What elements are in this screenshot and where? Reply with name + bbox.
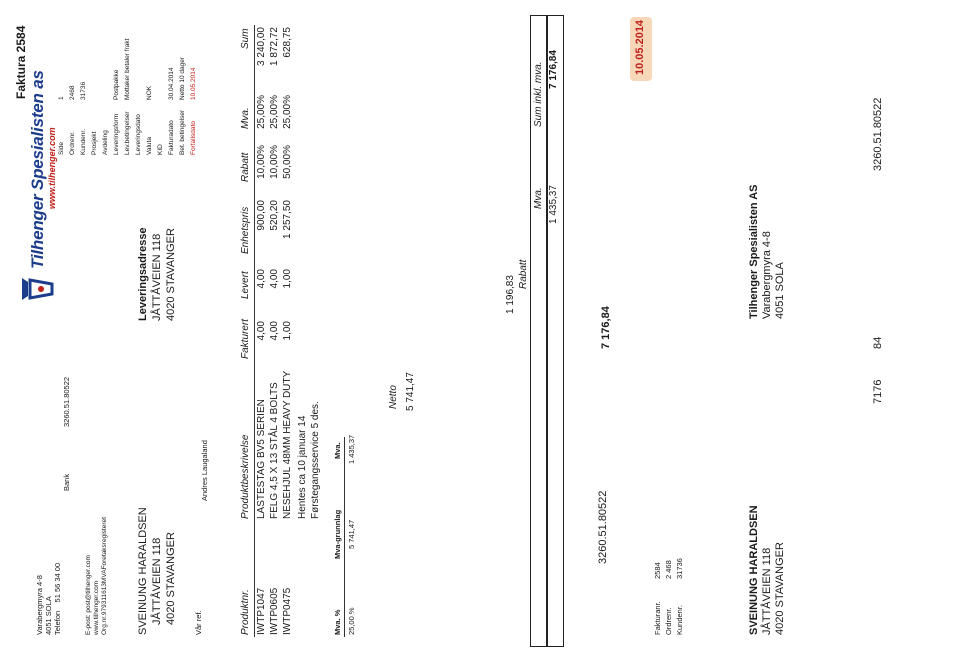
item-row-3-description: NESEHJUL 48MM HEAVY DUTY [282,370,293,519]
items-header-rule [254,25,255,637]
giro-bottom-ore: 84 [872,336,884,349]
invoice-title: Faktura 2584 [14,25,28,99]
invoice-meta-labels: Side Ordrenr. Kundenr. Prosjekt Avdeling Leveringsform Lev.betingelser Leveringsdato Valuta KID Fakturadato Bet. betingelser Forfallsdato [58,109,197,155]
totals-net: 5 741,47 [405,372,416,411]
giro-payee: Tilhenger Spesialisten AS Varabergmyra 4-8 4051 SOLA [748,184,786,319]
col-header-product-no: Produktnr. [240,589,251,635]
col-header-description: Produktbeskrivelse [240,434,251,519]
item-row-3: IWTP0475 [282,587,293,635]
totals-discount: 1 196,83 [505,275,516,314]
phone-number: 51 56 34 00 [53,562,62,603]
giro-payer: SVEINUNG HARALDSEN JÅTTÅVEIEN 118 4020 STAVANGER [748,505,786,635]
our-ref-label: Vår ref. [194,610,203,635]
item-row-1-description: LASTESTAG BV5 SERIEN [256,399,267,519]
vat-header-rule [344,437,345,637]
totals-total-incl-vat: 7 176,84 [548,50,559,89]
col-header-delivered: Levert [240,271,251,299]
vat-header-rate: Mva. % [333,609,342,635]
vat-header-base: Mva-grunnlag [333,509,342,559]
invoice-meta-values: 1 2468 31736 Postpakke Mottaker betaler frakt NOK 30.04.2014 Netto 10 dager 10.05.2014 [58,38,197,100]
col-header-discount: Rabatt [240,152,251,182]
giro-bottom-account: 3260.51.80522 [872,97,884,171]
giro-bottom-kroner: 7176 [872,379,884,404]
totals-vat: 1 435,37 [548,185,559,224]
totals-header-vat: Mva. [533,187,544,209]
seller-contact: E-post: post@tilhenger.com www.tilhenger.com Org.nr.979311613MVAForetaksregisteret [85,517,108,635]
logo-url: www.tilhenger.com [47,127,57,209]
giro-ref-values: 2584 2 468 31736 [653,558,684,579]
phone-label: Telefon [53,610,62,635]
vat-base: 5 741,47 [347,519,356,549]
due-date-stamp: 10.05.2014 [634,19,646,75]
col-header-sum: Sum [240,28,251,49]
totals-header-net: Netto [388,385,399,409]
seller-address: Varabergmyra 4-8 4051 SOLA Telefon 51 56 34 00 [35,562,62,635]
totals-box-values [546,15,564,647]
item-row-2: IWTP0605 [269,587,280,635]
col-header-vat: Mva. [240,107,251,129]
logo-brand: Tilhenger Spesialisten as [28,70,47,269]
bank-account: 3260.51.80522 [62,376,71,427]
invoice-sheet: Varabergmyra 4-8 4051 SOLA Telefon 51 56 34 00 Bank 3260.51.80522 E-post: post@tilhenger.com www.tilhenger.com Org.nr.979311613MVAForetaksregisteret Tilhenger Spesialisten as www.tilhenger.com Faktura 2584 Side Ordrenr. Kundenr. Prosjekt Avdeling Leveringsform Lev.betingelser Leveringsdato Valuta KID Fakturadato Bet. betingelser Forfallsdato 1 2468 31736 Postpakke Mottaker betaler frakt NOK 30.04.2014 Netto 10 dager 10.05.2014 SVEINUNG HARALDSEN JÅTTÅVEIEN 118 4020 STAVANGER Leveringsadresse JÅTTÅVEIEN 118 4020 STAVANGER Vår ref. Andres Laugaland Produktnr. Produktbeskrivelse Fakturert Levert Enhetspris Rabatt Mva. Sum IWTP1047 LASTESTAG BV5 SERIEN 4,00 4,00 900,00 10,00% 25,00% 3 240,00 IWTP0605 FELG 4,5 X 13 STÅL 4 BOLTS 4,00 4,00 520,20 10,00% 25,00% 1 872,72 IWTP0475 NESEHJUL 48MM HEAVY DUTY 1,00 1,00 1 257,50 50,00% 25,00% 628,75 Hentes ca 10 januar 14 Førstegangsservice 5 des. Mva. % Mva-grunnlag Mva. 25,00 % 5 741,47 1 435,37 Netto 5 741,47 Mva. Sum inkl. mva. 1 435,37 7 176,84 Rabatt 1 196,83 10.05.2014 3260.51.80522 7 176,84 Fakturanr. Ordrenr. Kundenr. 2584 2 468 31736 SVEINUNG HARALDSEN JÅTTÅVEIEN 118 4020 STAVANGER Tilhenger Spesialisten AS Varabergmyra 4-8 4051 SOLA 7176 84 3260.51.80522 [0,0,960,659]
col-header-invoiced: Fakturert [240,318,251,359]
giro-account: 3260.51.80522 [597,490,609,564]
item-notes: Hentes ca 10 januar 14 Førstegangsservice 5 des. [297,401,321,519]
giro-amount: 7 176,84 [600,306,612,349]
vat-rate: 25,00 % [347,607,356,635]
item-row-2-description: FELG 4,5 X 13 STÅL 4 BOLTS [269,382,280,519]
giro-ref-labels: Fakturanr. Ordrenr. Kundenr. [653,601,684,635]
delivery-address: Leveringsadresse JÅTTÅVEIEN 118 4020 STAVANGER [137,227,177,321]
our-ref-value: Andres Laugaland [200,440,209,501]
item-row-1: IWTP1047 [256,587,267,635]
col-header-unit-price: Enhetspris [240,206,251,254]
customer-address: SVEINUNG HARALDSEN JÅTTÅVEIEN 118 4020 STAVANGER [137,507,177,635]
bank-label: Bank [62,473,71,491]
vat-amount: 1 435,37 [347,434,356,464]
trailer-logo-icon [18,274,56,304]
totals-header-total-incl-vat: Sum inkl. mva. [533,61,544,127]
totals-header-discount: Rabatt [518,259,529,289]
vat-header-amount: Mva. [333,442,342,459]
